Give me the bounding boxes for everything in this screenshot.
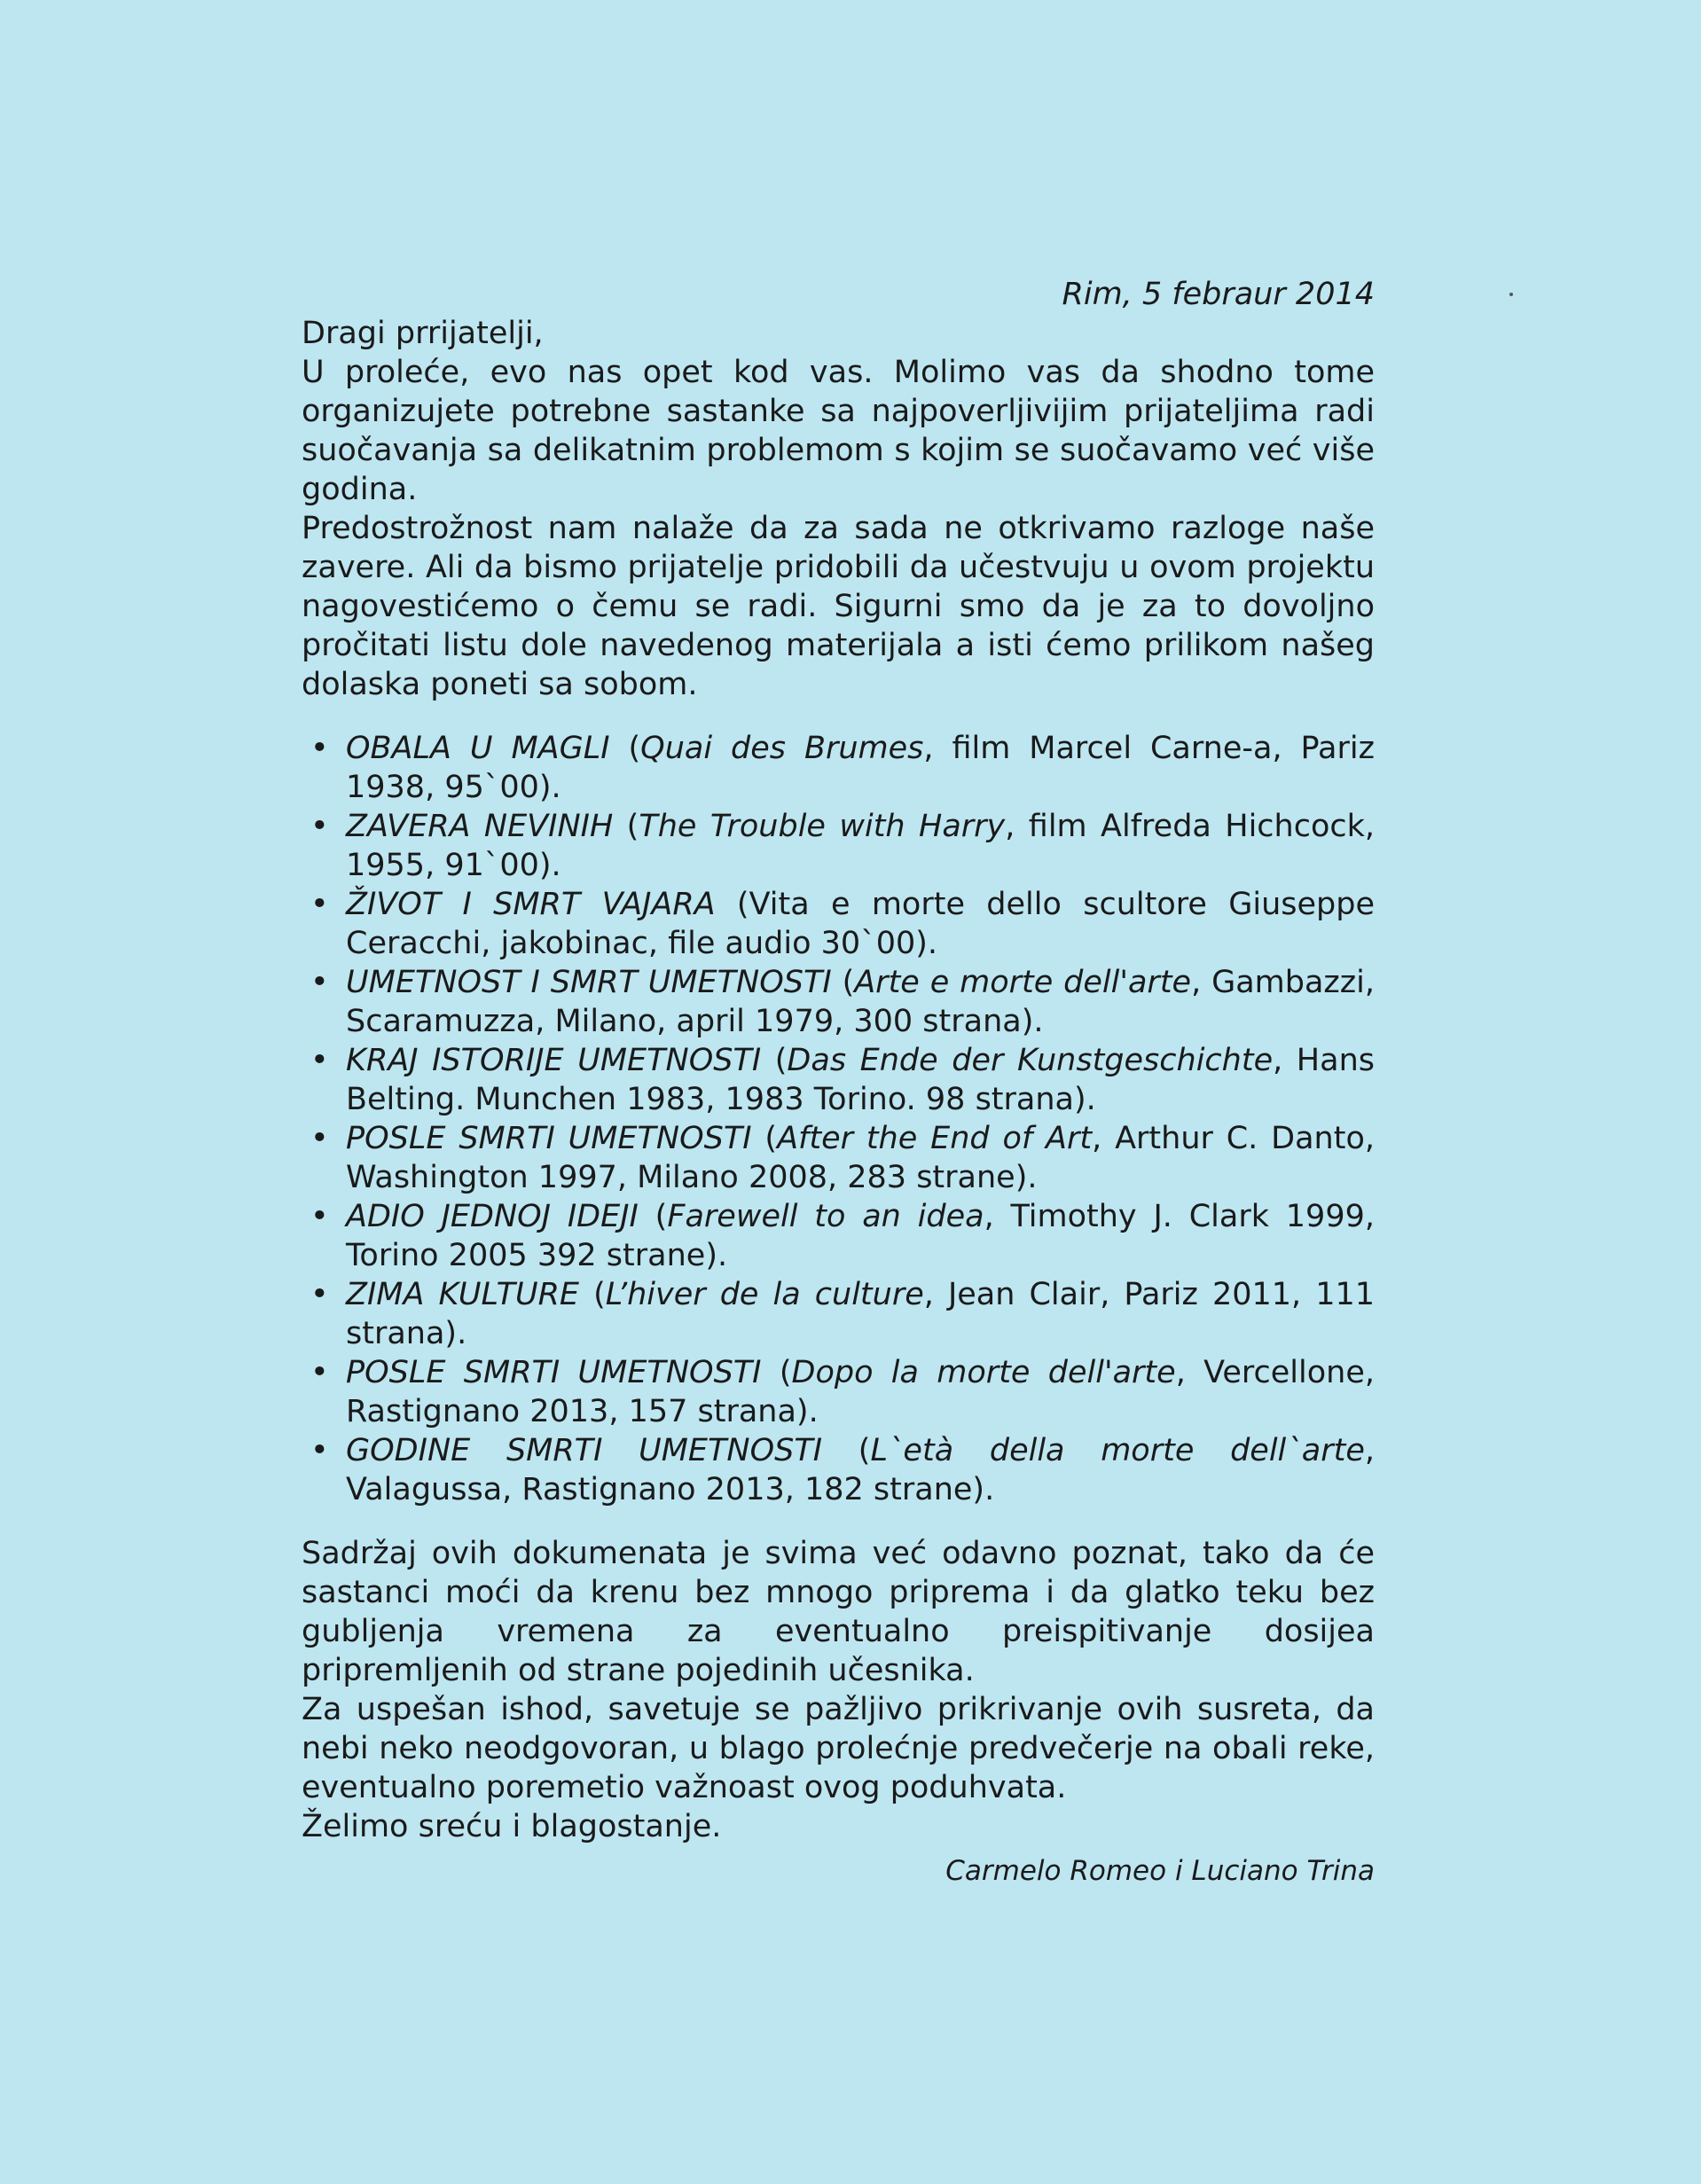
material-title: KRAJ ISTORIJE UMETNOSTI (346, 1043, 762, 1078)
material-details: , Gambazzi, Scaramuzza, Milano, april 1979, 300 strana). (346, 965, 1376, 1039)
list-item (346, 1275, 1375, 1353)
material-details: , film Marcel Carne-a, Pariz 1938, 95`00). (346, 731, 1375, 805)
material-original-title: Farewell to an idea (667, 1199, 984, 1234)
material-original-title: Arte e morte dell'arte (854, 965, 1192, 1000)
material-details: , film Alfreda Hichcock, 1955, 91`00). (346, 809, 1376, 883)
letter-greeting: Dragi prrijatelji, (302, 316, 544, 351)
material-open: ( (609, 731, 641, 766)
letter-signature: Carmelo Romeo i Luciano Trina (945, 1855, 1375, 1887)
intro-paragraph-2: Predostrožnost nam nalaže da za sada ne otkrivamo razloge naše zavere. Ali da bismo prijatelje pridobili da učestvuju u ovom projektu nagovestićemo o čemu se radi. Sigurni smo da je za to dovoljno pročitati listu dole navedenog materijala a isti ćemo prilikom našeg dolaska poneti sa sobom. (302, 511, 1375, 702)
materials-list (302, 729, 1375, 1509)
closing-paragraph-1: Sadržaj ovih dokumenata je svima već odavno poznat, tako da će sastanci moći da krenu bez mnogo priprema i da glatko teku bez gubljenja vremena za eventualno preispitivanje dosijea pripremljenih od strane pojedinih učesnika. (302, 1536, 1375, 1688)
material-details: , Arthur C. Danto, Washington 1997, Milano 2008, 283 strane). (346, 1121, 1375, 1195)
material-open: ( (761, 1043, 788, 1078)
material-original-title: Dopo la morte dell'arte (791, 1355, 1176, 1390)
material-title: OBALA U MAGLI (346, 731, 610, 766)
material-open: ( (579, 1277, 606, 1312)
material-original-title: Das Ende der Kunstgeschichte (787, 1043, 1274, 1078)
material-title: ZAVERA NEVINIH (346, 809, 614, 844)
material-title: ADIO JEDNOJ IDEJI (346, 1199, 639, 1234)
list-item (346, 1041, 1375, 1119)
material-open: ( (715, 887, 749, 922)
material-original-title: L’hiver de la culture (605, 1277, 924, 1312)
material-open: ( (638, 1199, 668, 1234)
material-open: ( (822, 1433, 871, 1468)
material-open: ( (751, 1121, 778, 1156)
material-original-title: L`età della morte dell`arte (870, 1433, 1365, 1468)
stray-dot-mark (1509, 293, 1513, 296)
material-title: GODINE SMRTI UMETNOSTI (346, 1433, 823, 1468)
material-title: POSLE SMRTI UMETNOSTI (346, 1121, 752, 1156)
closing-paragraph-2: Za uspešan ishod, savetuje se pažljivo prikrivanje ovih susreta, da nebi neko neodgovoran, u blago prolećnje predvečerje na obali reke, eventualno poremetio važnoast ovog poduhvata. (302, 1692, 1375, 1805)
material-open: ( (761, 1355, 792, 1390)
material-details: , Jean Clair, Pariz 2011, 111 strana). (346, 1277, 1376, 1351)
list-item (346, 729, 1375, 807)
material-open: ( (831, 965, 855, 1000)
letter-body (302, 275, 1375, 1890)
material-details: , Timothy J. Clark 1999, Torino 2005 392 strane). (346, 1199, 1375, 1273)
letter-wishes: Želimo sreću i blagostanje. (302, 1809, 722, 1844)
letter-date: Rim, 5 febraur 2014 (1062, 277, 1375, 312)
material-title: UMETNOST I SMRT UMETNOSTI (346, 965, 832, 1000)
list-item (346, 885, 1375, 963)
list-item (346, 963, 1375, 1041)
material-open: ( (613, 809, 639, 844)
material-details: Vita e morte dello scultore Giuseppe Ceracchi, jakobinac, file audio 30`00). (346, 887, 1375, 961)
list-item (346, 1119, 1375, 1197)
material-original-title: After the End of Art (777, 1121, 1093, 1156)
material-details: , Vercellone, Rastignano 2013, 157 strana). (346, 1355, 1375, 1429)
material-title: ŽIVOT I SMRT VAJARA (346, 887, 716, 922)
list-item (346, 1197, 1375, 1275)
material-original-title: Quai des Brumes (640, 731, 924, 766)
list-item (346, 807, 1375, 885)
material-details: , Hans Belting. Munchen 1983, 1983 Torino. 98 strana). (346, 1043, 1375, 1117)
material-title: POSLE SMRTI UMETNOSTI (346, 1355, 762, 1390)
material-original-title: The Trouble with Harry (639, 809, 1006, 844)
intro-paragraph-1: U proleće, evo nas opet kod vas. Molimo vas da shodno tome organizujete potrebne sastanke sa najpoverljivijim prijateljima radi suočavanja sa delikatnim problemom s kojim se suočavamo već više godina. (302, 355, 1375, 507)
material-details: , Valagussa, Rastignano 2013, 182 strane). (346, 1433, 1376, 1507)
material-title: ZIMA KULTURE (346, 1277, 580, 1312)
list-item (346, 1353, 1375, 1431)
list-item (346, 1431, 1375, 1509)
